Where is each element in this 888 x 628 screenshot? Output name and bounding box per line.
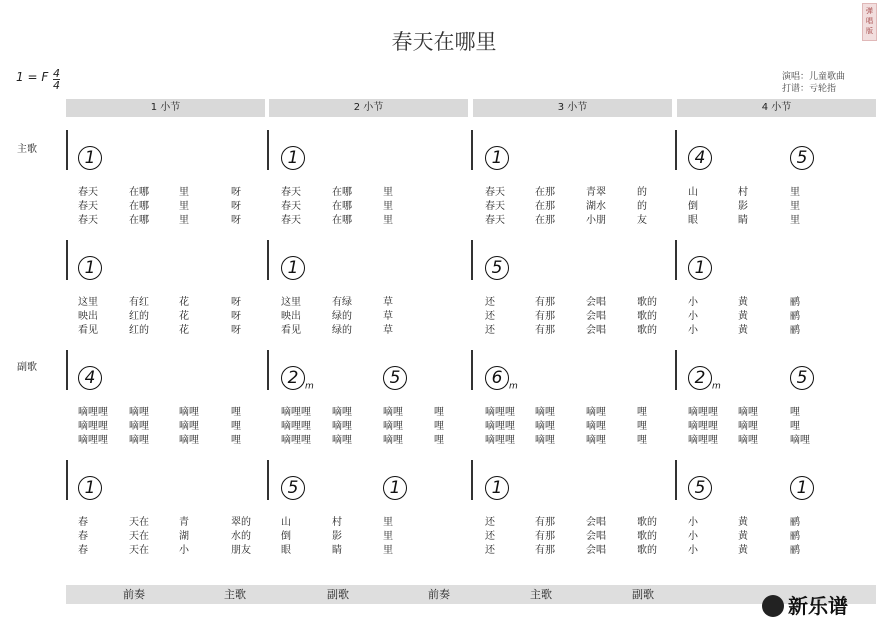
edition-badge: 弹唱版 <box>862 3 877 41</box>
lyric-word: 湖水 <box>586 201 606 212</box>
lyric-word: 鹂 <box>790 311 800 322</box>
measure-header-1: 1 小节 <box>66 99 265 117</box>
lyric-word: 歌的 <box>637 311 657 322</box>
barline <box>675 350 677 390</box>
lyric-word: 呀 <box>231 311 241 322</box>
lyric-word: 春 <box>78 545 88 556</box>
lyric-word: 会唱 <box>586 297 606 308</box>
lyric-word: 在哪 <box>129 187 149 198</box>
lyric-word: 天在 <box>129 531 149 542</box>
lyric-word: 春天 <box>485 187 505 198</box>
lyric-word: 在哪 <box>332 201 352 212</box>
lyric-word: 红的 <box>129 311 149 322</box>
barline <box>675 130 677 170</box>
chord-degree: 1 <box>485 473 509 500</box>
chord-degree: 5 <box>790 143 814 170</box>
lyric-word: 会唱 <box>586 517 606 528</box>
lyric-word: 鹂 <box>790 517 800 528</box>
lyric-word: 嘀哩哩 <box>78 435 108 446</box>
lyric-word: 哩 <box>637 435 647 446</box>
lyric-word: 有红 <box>129 297 149 308</box>
lyric-word: 春天 <box>78 215 98 226</box>
lyric-word: 嘀哩 <box>383 435 403 446</box>
lyric-word: 有那 <box>535 545 555 556</box>
lyric-word: 嘀哩 <box>332 407 352 418</box>
lyric-word: 嘀哩 <box>535 407 555 418</box>
lyric-word: 黄 <box>738 325 748 336</box>
lyric-word: 的 <box>637 201 647 212</box>
lyric-word: 嘀哩 <box>332 435 352 446</box>
barline <box>267 130 269 170</box>
chord-degree: 5 <box>281 473 305 500</box>
lyric-word: 里 <box>179 201 189 212</box>
lyric-word: 草 <box>383 311 393 322</box>
lyric-word: 里 <box>179 187 189 198</box>
chord-degree: 1 <box>790 473 814 500</box>
section-label-chorus: 副歌 <box>17 362 37 373</box>
chord-degree: 1 <box>78 143 102 170</box>
lyric-word: 天在 <box>129 517 149 528</box>
lyric-word: 里 <box>790 201 800 212</box>
lyric-word: 小朋 <box>586 215 606 226</box>
lyric-word: 嘀哩 <box>179 435 199 446</box>
lyric-word: 的 <box>637 187 647 198</box>
lyric-word: 在哪 <box>129 201 149 212</box>
lyric-word: 嘀哩 <box>738 421 758 432</box>
lyric-word: 春天 <box>78 187 98 198</box>
lyric-word: 嘀哩哩 <box>485 407 515 418</box>
lyric-word: 水的 <box>231 531 251 542</box>
lyric-word: 嘀哩哩 <box>281 407 311 418</box>
barline <box>471 130 473 170</box>
lyric-word: 鹂 <box>790 325 800 336</box>
lyric-word: 嘀哩 <box>586 421 606 432</box>
lyric-word: 春天 <box>281 201 301 212</box>
barline <box>471 350 473 390</box>
lyric-word: 嘀哩哩 <box>485 435 515 446</box>
lyric-word: 在哪 <box>332 187 352 198</box>
lyric-word: 青 <box>179 517 189 528</box>
lyric-word: 这里 <box>78 297 98 308</box>
lyric-word: 小 <box>688 297 698 308</box>
lyric-word: 草 <box>383 297 393 308</box>
lyric-word: 还 <box>485 531 495 542</box>
time-signature <box>53 68 60 91</box>
lyric-word: 歌的 <box>637 517 657 528</box>
lyric-word: 青翠 <box>586 187 606 198</box>
lyric-word: 春 <box>78 531 88 542</box>
lyric-word: 嘀哩 <box>383 421 403 432</box>
structure-intro-1: 前奏 <box>123 588 145 601</box>
lyric-word: 嘀哩哩 <box>281 421 311 432</box>
lyric-word: 嘀哩 <box>129 435 149 446</box>
record-icon <box>762 595 784 617</box>
lyric-word: 嘀哩哩 <box>688 407 718 418</box>
lyric-word: 有那 <box>535 297 555 308</box>
lyric-word: 小 <box>688 311 698 322</box>
lyric-word: 看见 <box>281 325 301 336</box>
lyric-word: 会唱 <box>586 531 606 542</box>
lyric-word: 春天 <box>485 201 505 212</box>
song-title: 春天在哪里 <box>391 30 497 54</box>
chord-degree: 1 <box>485 143 509 170</box>
lyric-word: 小 <box>688 325 698 336</box>
chord-degree: 1 <box>688 253 712 280</box>
chord-degree: 5 <box>383 363 407 390</box>
lyric-word: 里 <box>790 187 800 198</box>
structure-chorus-2: 副歌 <box>632 588 654 601</box>
chord-degree: 1 <box>281 253 305 280</box>
lyric-word: 嘀哩 <box>535 421 555 432</box>
lyric-word: 花 <box>179 325 189 336</box>
chord-degree: 2 $_m$ <box>688 363 721 392</box>
lyric-word: 还 <box>485 311 495 322</box>
lyric-word: 哩 <box>637 407 647 418</box>
lyric-word: 有那 <box>535 325 555 336</box>
lyric-word: 村 <box>332 517 342 528</box>
chord-degree: 1 <box>78 473 102 500</box>
lyric-word: 里 <box>383 215 393 226</box>
lyric-word: 花 <box>179 311 189 322</box>
barline <box>675 460 677 500</box>
lyric-word: 天在 <box>129 545 149 556</box>
lyric-word: 有那 <box>535 517 555 528</box>
structure-bar <box>66 585 876 604</box>
key-signature: 1 = F <box>16 70 49 84</box>
lyric-word: 有绿 <box>332 297 352 308</box>
lyric-word: 还 <box>485 517 495 528</box>
lyric-word: 在那 <box>535 187 555 198</box>
lyric-word: 嘀哩 <box>790 435 810 446</box>
lyric-word: 里 <box>179 215 189 226</box>
lyric-word: 黄 <box>738 545 748 556</box>
lyric-word: 还 <box>485 325 495 336</box>
lyric-word: 里 <box>383 531 393 542</box>
chord-degree: 5 <box>485 253 509 280</box>
time-sig-numerator: 4 <box>53 67 60 80</box>
lyric-word: 小 <box>688 531 698 542</box>
lyric-word: 哩 <box>790 421 800 432</box>
measure-header-2: 2 小节 <box>269 99 468 117</box>
lyric-word: 小 <box>688 545 698 556</box>
lyric-word: 嘀哩哩 <box>78 421 108 432</box>
lyric-word: 眼 <box>688 215 698 226</box>
lyric-word: 嘀哩哩 <box>281 435 311 446</box>
lyric-word: 呀 <box>231 297 241 308</box>
lyric-word: 影 <box>738 201 748 212</box>
lyric-word: 嘀哩 <box>535 435 555 446</box>
lyric-word: 嘀哩哩 <box>485 421 515 432</box>
lyric-word: 在那 <box>535 215 555 226</box>
lyric-word: 嘀哩 <box>332 421 352 432</box>
lyric-word: 里 <box>790 215 800 226</box>
chord-degree: 4 <box>688 143 712 170</box>
lyric-word: 山 <box>281 517 291 528</box>
lyric-word: 映出 <box>78 311 98 322</box>
lyric-word: 哩 <box>231 407 241 418</box>
structure-intro-2: 前奏 <box>428 588 450 601</box>
barline <box>66 240 68 280</box>
lyric-word: 歌的 <box>637 531 657 542</box>
lyric-word: 嘀哩哩 <box>688 435 718 446</box>
lyric-word: 春天 <box>281 215 301 226</box>
chord-degree: 5 <box>688 473 712 500</box>
lyric-word: 嘀哩 <box>129 421 149 432</box>
lyric-word: 绿的 <box>332 311 352 322</box>
lyric-word: 这里 <box>281 297 301 308</box>
barline <box>267 240 269 280</box>
lyric-word: 村 <box>738 187 748 198</box>
chord-degree: 5 <box>790 363 814 390</box>
lyric-word: 哩 <box>434 407 444 418</box>
lyric-word: 春天 <box>485 215 505 226</box>
lyric-word: 里 <box>383 187 393 198</box>
lyric-word: 绿的 <box>332 325 352 336</box>
lyric-word: 会唱 <box>586 325 606 336</box>
barline <box>267 460 269 500</box>
measure-header-3: 3 小节 <box>473 99 672 117</box>
chord-degree: 1 <box>78 253 102 280</box>
lyric-word: 呀 <box>231 187 241 198</box>
lyric-word: 翠的 <box>231 517 251 528</box>
lyric-word: 黄 <box>738 517 748 528</box>
lyric-word: 哩 <box>637 421 647 432</box>
lyric-word: 小 <box>688 517 698 528</box>
lyric-word: 有那 <box>535 311 555 322</box>
lyric-word: 歌的 <box>637 325 657 336</box>
barline <box>675 240 677 280</box>
lyric-word: 看见 <box>78 325 98 336</box>
lyric-word: 草 <box>383 325 393 336</box>
lyric-word: 歌的 <box>637 297 657 308</box>
lyric-word: 哩 <box>790 407 800 418</box>
lyric-word: 影 <box>332 531 342 542</box>
lyric-word: 春天 <box>281 187 301 198</box>
lyric-word: 鹂 <box>790 531 800 542</box>
chord-degree: 1 <box>383 473 407 500</box>
lyric-word: 嘀哩 <box>179 407 199 418</box>
lyric-word: 在哪 <box>129 215 149 226</box>
section-label-verse: 主歌 <box>17 144 37 155</box>
lyric-word: 在哪 <box>332 215 352 226</box>
tab-credit: 打谱：亏轮指 <box>782 84 837 94</box>
chord-degree: 2 $_m$ <box>281 363 314 392</box>
lyric-word: 里 <box>383 545 393 556</box>
chord-degree: 6 $_m$ <box>485 363 518 392</box>
lyric-word: 友 <box>637 215 647 226</box>
lyric-word: 嘀哩哩 <box>688 421 718 432</box>
lyric-word: 歌的 <box>637 545 657 556</box>
lyric-word: 里 <box>383 201 393 212</box>
barline <box>471 460 473 500</box>
lyric-word: 哩 <box>434 435 444 446</box>
chord-degree: 4 <box>78 363 102 390</box>
lyric-word: 还 <box>485 297 495 308</box>
lyric-word: 在那 <box>535 201 555 212</box>
chord-degree: 1 <box>281 143 305 170</box>
lyric-word: 嘀哩 <box>586 407 606 418</box>
lyric-word: 嘀哩 <box>738 435 758 446</box>
lyric-word: 黄 <box>738 297 748 308</box>
lyric-word: 映出 <box>281 311 301 322</box>
singer-credit: 演唱：儿童歌曲 <box>782 72 846 82</box>
lyric-word: 眼 <box>281 545 291 556</box>
structure-chorus-1: 副歌 <box>327 588 349 601</box>
barline <box>66 130 68 170</box>
lyric-word: 哩 <box>231 435 241 446</box>
barline <box>267 350 269 390</box>
lyric-word: 春天 <box>78 201 98 212</box>
lyric-word: 呀 <box>231 215 241 226</box>
lyric-word: 春 <box>78 517 88 528</box>
lyric-word: 山 <box>688 187 698 198</box>
lyric-word: 湖 <box>179 531 189 542</box>
lyric-word: 倒 <box>688 201 698 212</box>
barline <box>66 460 68 500</box>
lyric-word: 哩 <box>434 421 444 432</box>
lyric-word: 还 <box>485 545 495 556</box>
lyric-word: 小 <box>179 545 189 556</box>
lyric-word: 黄 <box>738 311 748 322</box>
time-sig-denominator: 4 <box>53 79 60 92</box>
lyric-word: 有那 <box>535 531 555 542</box>
barline <box>66 350 68 390</box>
lyric-word: 会唱 <box>586 311 606 322</box>
lyric-word: 鹂 <box>790 297 800 308</box>
lyric-word: 嘀哩 <box>179 421 199 432</box>
lyric-word: 呀 <box>231 201 241 212</box>
lyric-word: 红的 <box>129 325 149 336</box>
lyric-word: 睛 <box>332 545 342 556</box>
measure-header-4: 4 小节 <box>677 99 876 117</box>
lyric-word: 哩 <box>231 421 241 432</box>
lyric-word: 会唱 <box>586 545 606 556</box>
lyric-word: 里 <box>383 517 393 528</box>
lyric-word: 朋友 <box>231 545 251 556</box>
structure-verse-2: 主歌 <box>530 588 552 601</box>
lyric-word: 嘀哩 <box>586 435 606 446</box>
barline <box>471 240 473 280</box>
lyric-word: 嘀哩 <box>383 407 403 418</box>
lyric-word: 花 <box>179 297 189 308</box>
lyric-word: 嘀哩 <box>738 407 758 418</box>
lyric-word: 睛 <box>738 215 748 226</box>
lyric-word: 呀 <box>231 325 241 336</box>
lyric-word: 倒 <box>281 531 291 542</box>
lyric-word: 嘀哩 <box>129 407 149 418</box>
lyric-word: 鹂 <box>790 545 800 556</box>
site-logo: 新乐谱 <box>762 590 848 619</box>
lyric-word: 嘀哩哩 <box>78 407 108 418</box>
lyric-word: 黄 <box>738 531 748 542</box>
structure-verse-1: 主歌 <box>224 588 246 601</box>
